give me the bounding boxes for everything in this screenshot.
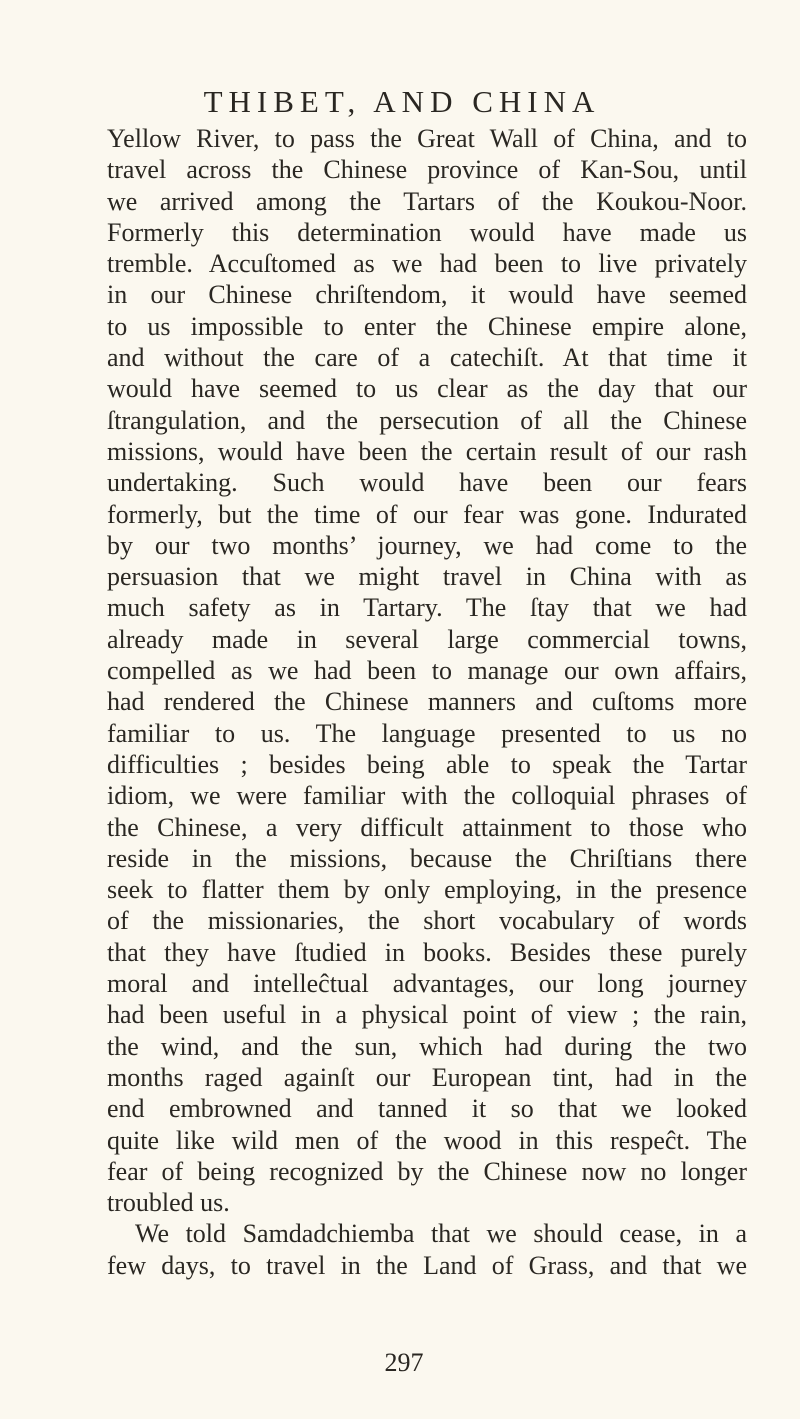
text-line: end embrowned and tanned it so that we looked xyxy=(107,1094,747,1124)
text-line: few days, to travel in the Land of Grass, and that we xyxy=(107,1250,747,1280)
text-line: missions, would have been the certain result of our rash xyxy=(107,436,747,466)
text-line: by our two months’ journey, we had come to the xyxy=(107,530,747,560)
paragraph-end-line: troubled us. xyxy=(107,1188,230,1218)
page-number: 297 xyxy=(384,1348,424,1377)
text-line: fear of being recognized by the Chinese now no longer xyxy=(107,1156,747,1186)
text-line: and without the care of a catechiſt. At that time it xyxy=(107,343,747,373)
text-line: Yellow River, to pass the Great Wall of China, and to xyxy=(107,124,747,153)
text-line: difficulties ; besides being able to speak the Tartar xyxy=(107,749,747,779)
text-line: already made in several large commercial towns, xyxy=(107,624,747,654)
text-line: familiar to us. The language presented to us no xyxy=(107,718,747,748)
text-line: persuasion that we might travel in China with as xyxy=(107,562,747,592)
text-line: travel across the Chinese province of Kan-Sou, until xyxy=(107,155,747,185)
text-line: of the missionaries, the short vocabulary of words xyxy=(107,906,747,936)
text-line: tremble. Accuſtomed as we had been to live privately xyxy=(107,249,747,279)
text-line: compelled as we had been to manage our own affairs, xyxy=(107,656,747,686)
text-line: undertaking. Such would have been our fears xyxy=(107,468,747,498)
text-line: would have seemed to us clear as the day that our xyxy=(107,374,747,404)
text-line: much safety as in Tartary. The ſtay that we had xyxy=(107,593,747,623)
text-line: the wind, and the sun, which had during the two xyxy=(107,1031,747,1061)
text-line: that they have ſtudied in books. Besides these purely xyxy=(107,937,747,967)
text-line: we arrived among the Tartars of the Koukou-Noor. xyxy=(107,186,747,216)
text-line: quite like wild men of the wood in this respeĉt. The xyxy=(107,1125,747,1155)
text-line: in our Chinese chriſtendom, it would have seemed xyxy=(107,280,747,310)
text-line: Formerly this determination would have made us xyxy=(107,217,747,247)
text-line: formerly, but the time of our fear was gone. Indurated xyxy=(107,499,747,529)
text-line: had rendered the Chinese manners and cuſtoms more xyxy=(107,687,747,717)
text-line: months raged againſt our European tint, had in the xyxy=(107,1062,747,1092)
text-line: moral and intelleĉtual advantages, our long journey xyxy=(107,969,747,999)
running-head: THIBET, AND CHINA xyxy=(203,84,601,119)
text-line: reside in the missions, because the Chriſtians there xyxy=(107,843,747,873)
text-line: seek to flatter them by only employing, in the presence xyxy=(107,875,747,905)
text-line: had been useful in a physical point of view ; the rain, xyxy=(107,1000,747,1030)
body-text xyxy=(107,123,747,1281)
text-line: ſtrangulation, and the persecution of all the Chinese xyxy=(107,405,747,435)
paragraph-start-line: We told Samdadchiemba that we should cease, in a xyxy=(135,1219,747,1249)
text-line: the Chinese, a very difficult attainment to those who xyxy=(107,812,747,842)
text-line: to us impossible to enter the Chinese empire alone, xyxy=(107,311,747,341)
text-line: idiom, we were familiar with the colloquial phrases of xyxy=(107,781,747,811)
